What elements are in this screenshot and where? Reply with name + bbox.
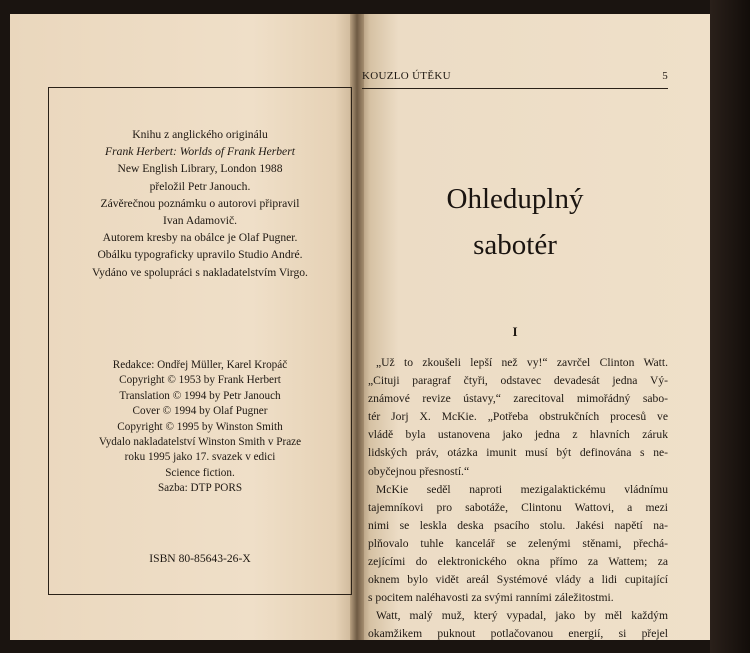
chapter-title-line-1: Ohleduplný	[446, 183, 584, 215]
body-text	[368, 354, 668, 644]
body-line: plňovalo tuhle kancelář se zelenými stěnami, přechá-	[368, 536, 668, 550]
copyright-line: Sazba: DTP PORS	[157, 482, 243, 495]
body-line: okamžikem puknout potlačovanou energií, si přejel	[368, 627, 668, 641]
body-line: známové revize ústavy,“ zarecitoval mimořádný sabo-	[368, 392, 668, 406]
credits-block	[48, 126, 352, 281]
body-line: lidských práv, otázka imunit musí být definována s ne-	[368, 446, 668, 460]
credits-line: Knihu z anglického originálu	[132, 128, 268, 141]
book-edge-shadow	[710, 0, 750, 653]
credits-line: Obálku typograficky upravilo Studio André.	[97, 248, 303, 262]
credits-line: New English Library, London 1988	[117, 162, 283, 176]
body-line: tér Jorj X. McKie. „Potřeba obstrukčních procesů ve	[368, 410, 668, 424]
copyright-block	[48, 358, 352, 497]
chapter-title-line-2: sabotér	[473, 229, 557, 261]
header-rule	[362, 88, 668, 89]
body-line: „Cituji paragraf čtyři, odstavec devadesát jedna Vý-	[368, 374, 668, 388]
credits-line: Ivan Adamovič.	[162, 214, 238, 228]
page-number: 5	[662, 70, 668, 82]
body-line: McKie seděl naproti mezigalaktickému vládnímu	[376, 482, 668, 496]
credits-line: Závěrečnou poznámku o autorovi připravil	[100, 196, 300, 210]
copyright-line: Copyright © 1953 by Frank Herbert	[119, 374, 281, 387]
body-line: obyčejnou přesností.“	[368, 464, 470, 478]
credits-line: Autorem kresby na obálce je Olaf Pugner.	[102, 231, 298, 245]
body-line: nimi se leskla deska psacího stolu. Jakési napětí na-	[368, 518, 668, 532]
body-line: tajemníkovi pro sabotáže, Clintonu Wattovi, a mezi	[368, 500, 668, 514]
credits-line: přeložil Petr Janouch.	[149, 179, 251, 193]
running-head-title: KOUZLO ÚTĚKU	[362, 70, 451, 82]
copyright-line: roku 1995 jako 17. svazek v edici	[124, 451, 276, 464]
copyright-line: Copyright © 1995 by Winston Smith	[117, 420, 283, 433]
body-line: vládě byla ustanovena jako jedna z hlavních záruk	[368, 428, 668, 442]
chapter-title	[362, 176, 668, 268]
body-line: s pocitem naléhavosti za svými ranními záležitostmi.	[368, 591, 614, 605]
copyright-line: Science fiction.	[165, 466, 235, 479]
copyright-line: Translation © 1994 by Petr Janouch	[119, 389, 281, 402]
body-line: Watt, malý muž, který vypadal, jako by měl každým	[376, 609, 668, 623]
body-line: zejícími do elektronického okna přímo za Wattem; za	[368, 555, 668, 569]
copyright-line: Vydalo nakladatelství Winston Smith v Praze	[98, 436, 302, 449]
credits-line: Frank Herbert: Worlds of Frank Herbert	[105, 145, 295, 159]
body-line: „Už to zkoušeli lepší než vy!“ zavrčel Clinton Watt.	[376, 356, 668, 369]
credits-line: Vydáno ve spolupráci s nakladatelstvím Virgo.	[92, 265, 308, 279]
section-number: I	[512, 324, 518, 339]
copyright-line: Redakce: Ondřej Müller, Karel Kropáč	[112, 359, 288, 371]
body-line: oknem bylo vidět areál Systémové vlády a lidi cupitající	[368, 573, 668, 587]
isbn: ISBN 80-85643-26-X	[149, 552, 251, 565]
copyright-line: Cover © 1994 by Olaf Pugner	[132, 405, 268, 418]
